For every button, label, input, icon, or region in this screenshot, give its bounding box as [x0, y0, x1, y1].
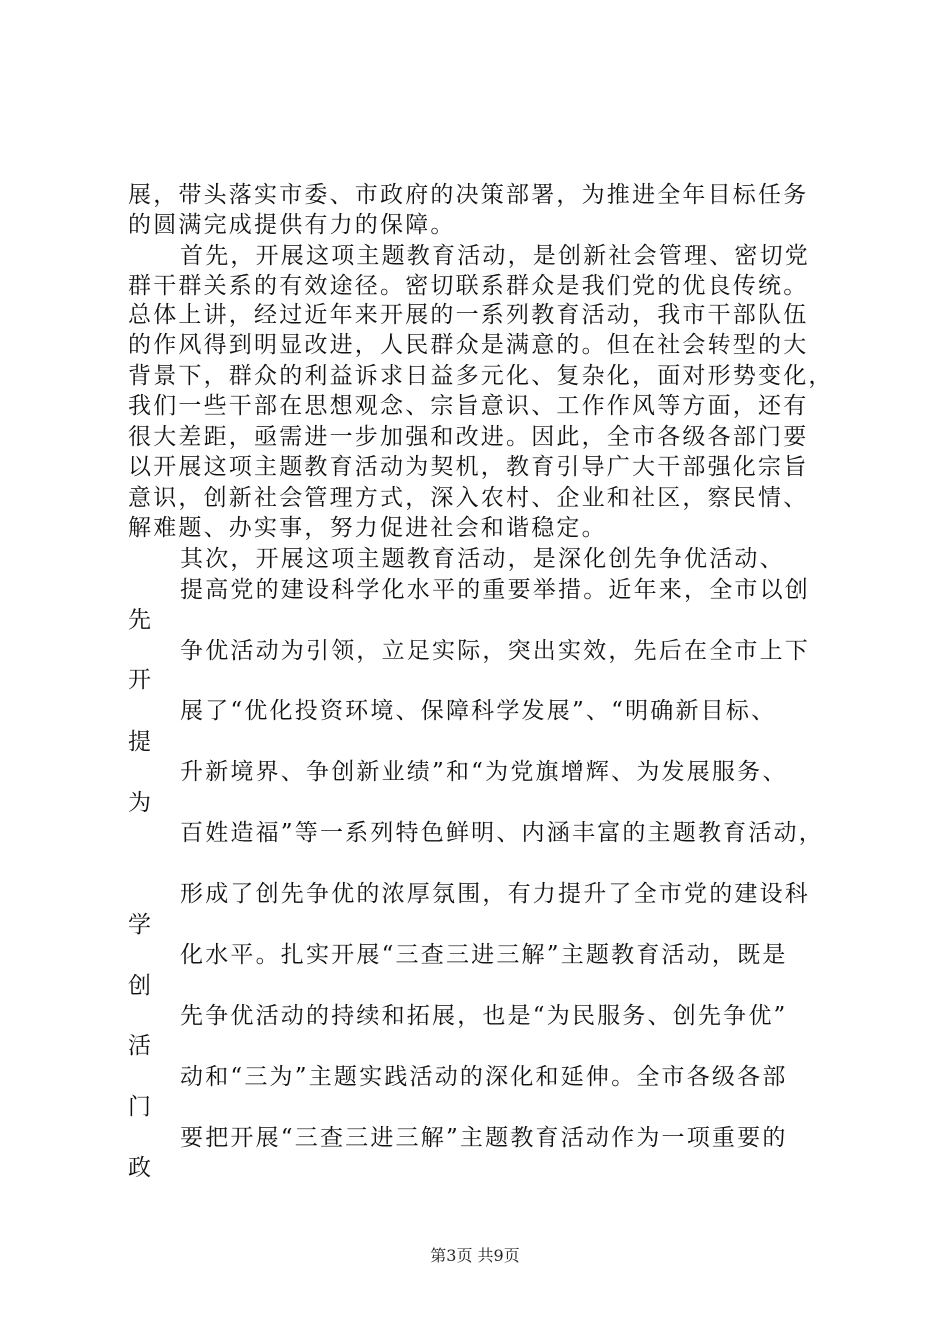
- body-text-line: 总体上讲，经过近年来开展的一系列教育活动，我市干部队伍: [128, 302, 809, 328]
- overflow-character: 学: [128, 912, 154, 938]
- overflow-character: 创: [128, 973, 154, 999]
- body-text-line: 展，带头落实市委、市政府的决策部署，为推进全年目标任务: [128, 182, 809, 208]
- body-text-line: 动和“三为”主题实践活动的深化和延伸。全市各级各部: [180, 1064, 788, 1090]
- paragraph-first-line: 首先，开展这项主题教育活动，是创新社会管理、密切党: [180, 243, 810, 269]
- body-text-line: 背景下，群众的利益诉求日益多元化、复杂化，面对形势变化，: [128, 363, 834, 389]
- body-text-line: 我们一些干部在思想观念、宗旨意识、工作作风等方面，还有: [128, 393, 809, 419]
- body-text-line: 很大差距，亟需进一步加强和改进。因此，全市各级各部门要: [128, 424, 809, 450]
- overflow-character: 为: [128, 790, 154, 816]
- body-text-line: 先争优活动的持续和拓展，也是“为民服务、创先争优”: [180, 1003, 788, 1029]
- body-text-line: 展了“优化投资环境、保障科学发展”、“明确新目标、: [180, 698, 777, 724]
- overflow-character: 开: [128, 667, 154, 693]
- body-text-line: 要把开展“三查三进三解”主题教育活动作为一项重要的: [180, 1125, 788, 1151]
- overflow-character: 提: [128, 729, 154, 755]
- overflow-character: 政: [128, 1155, 154, 1181]
- body-text-line: 百姓造福”等一系列特色鲜明、内涵丰富的主题教育活动，: [180, 820, 824, 846]
- body-text-line: 提高党的建设科学化水平的重要举措。近年来，全市以创: [180, 577, 810, 603]
- body-text-line: 争优活动为引领，立足实际，突出实效，先后在全市上下: [180, 638, 810, 664]
- overflow-character: 门: [128, 1094, 154, 1120]
- body-text-line: 群干群关系的有效途径。密切联系群众是我们党的优良传统。: [128, 273, 809, 299]
- body-text-line: 的作风得到明显改进，人民群众是满意的。但在社会转型的大: [128, 332, 809, 358]
- paragraph-first-line: 其次，开展这项主题教育活动，是深化创先争优活动、: [180, 546, 785, 572]
- body-text-line: 升新境界、争创新业绩”和“为党旗增辉、为发展服务、: [180, 759, 788, 785]
- page-number-footer: 第3页 共9页: [430, 1246, 520, 1265]
- overflow-character: 活: [128, 1033, 154, 1059]
- body-text-line: 的圆满完成提供有力的保障。: [128, 212, 456, 238]
- body-text-line: 以开展这项主题教育活动为契机，教育引导广大干部强化宗旨: [128, 454, 809, 480]
- body-text-line: 意识，创新社会管理方式，深入农村、企业和社区，察民情、: [128, 485, 809, 511]
- body-text-line: 解难题、办实事，努力促进社会和谐稳定。: [128, 515, 607, 541]
- overflow-character: 先: [128, 607, 154, 633]
- body-text-line: 形成了创先争优的浓厚氛围，有力提升了全市党的建设科: [180, 881, 810, 907]
- body-text-line: 化水平。扎实开展“三查三进三解”主题教育活动，既是: [180, 942, 788, 968]
